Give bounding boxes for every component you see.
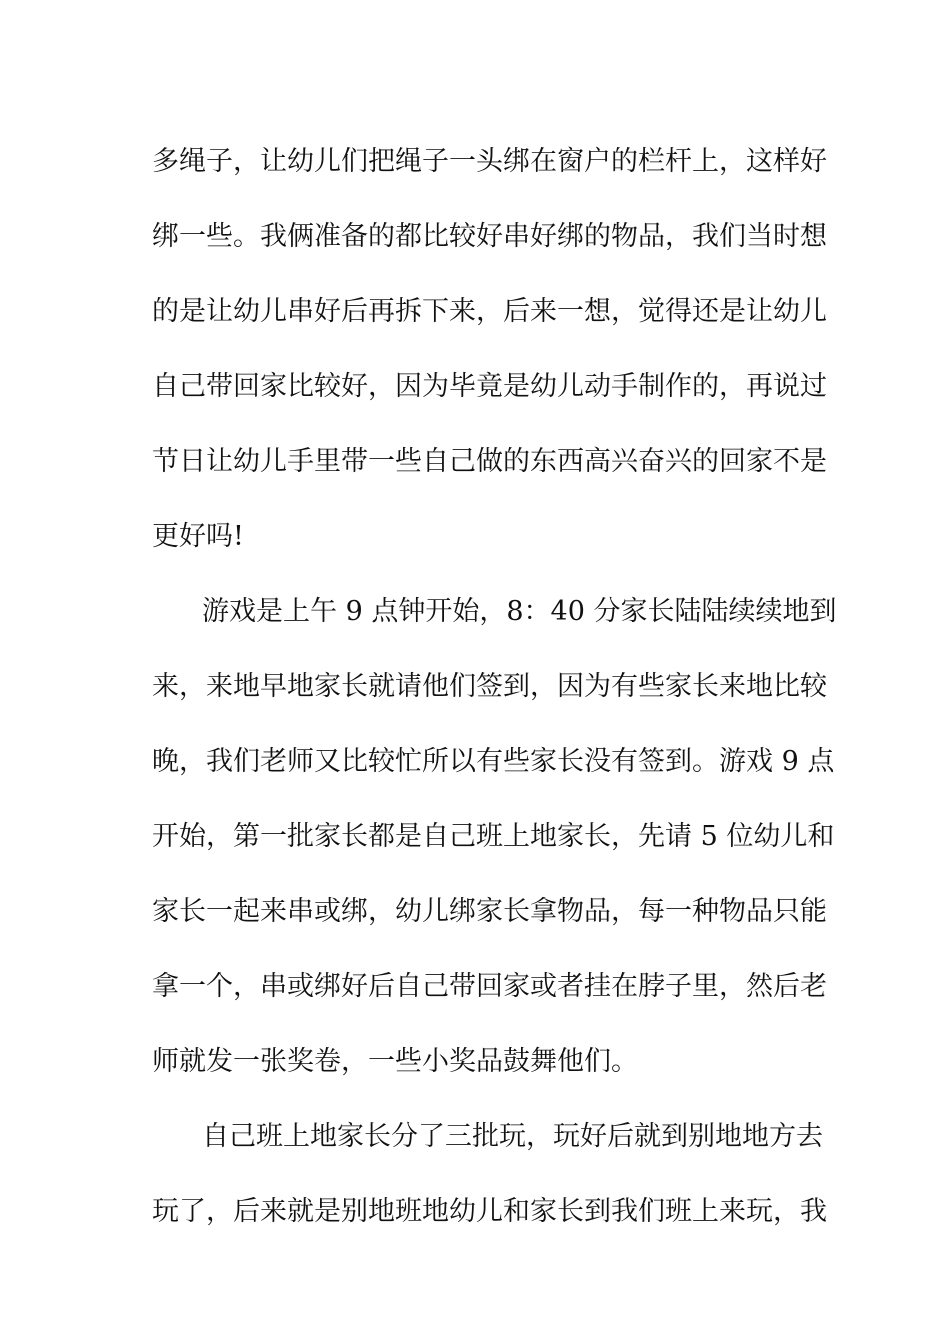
text-line: 来，来地早地家长就请他们签到，因为有些家长来地比较 — [152, 671, 827, 702]
text-line: 的是让幼儿串好后再拆下来，后来一想，觉得还是让幼儿 — [152, 296, 827, 327]
text-line: 家长一起来串或绑，幼儿绑家长拿物品，每一种物品只能 — [152, 896, 827, 927]
text-line: 更好吗! — [152, 521, 244, 552]
document-body — [152, 124, 837, 1249]
text-line: 节日让幼儿手里带一些自己做的东西高兴奋兴的回家不是 — [152, 446, 827, 477]
text-line: 玩了，后来就是别地班地幼儿和家长到我们班上来玩，我 — [152, 1196, 827, 1227]
text-line: 自己带回家比较好，因为毕竟是幼儿动手制作的，再说过 — [152, 371, 827, 402]
text-line: 多绳子，让幼儿们把绳子一头绑在窗户的栏杆上，这样好 — [152, 146, 827, 177]
paragraph-start-line: 游戏是上午 9 点钟开始，8：40 分家长陆陆续续地到 — [202, 596, 837, 627]
text-line: 晚，我们老师又比较忙所以有些家长没有签到。游戏 9 点 — [152, 746, 835, 777]
text-line: 绑一些。我俩准备的都比较好串好绑的物品，我们当时想 — [152, 221, 827, 252]
paragraph-start-line: 自己班上地家长分了三批玩，玩好后就到别地地方去 — [202, 1121, 823, 1152]
text-line: 开始，第一批家长都是自己班上地家长，先请 5 位幼儿和 — [152, 821, 835, 852]
text-line: 师就发一张奖卷，一些小奖品鼓舞他们。 — [152, 1046, 638, 1077]
text-line: 拿一个，串或绑好后自己带回家或者挂在脖子里，然后老 — [152, 971, 827, 1002]
